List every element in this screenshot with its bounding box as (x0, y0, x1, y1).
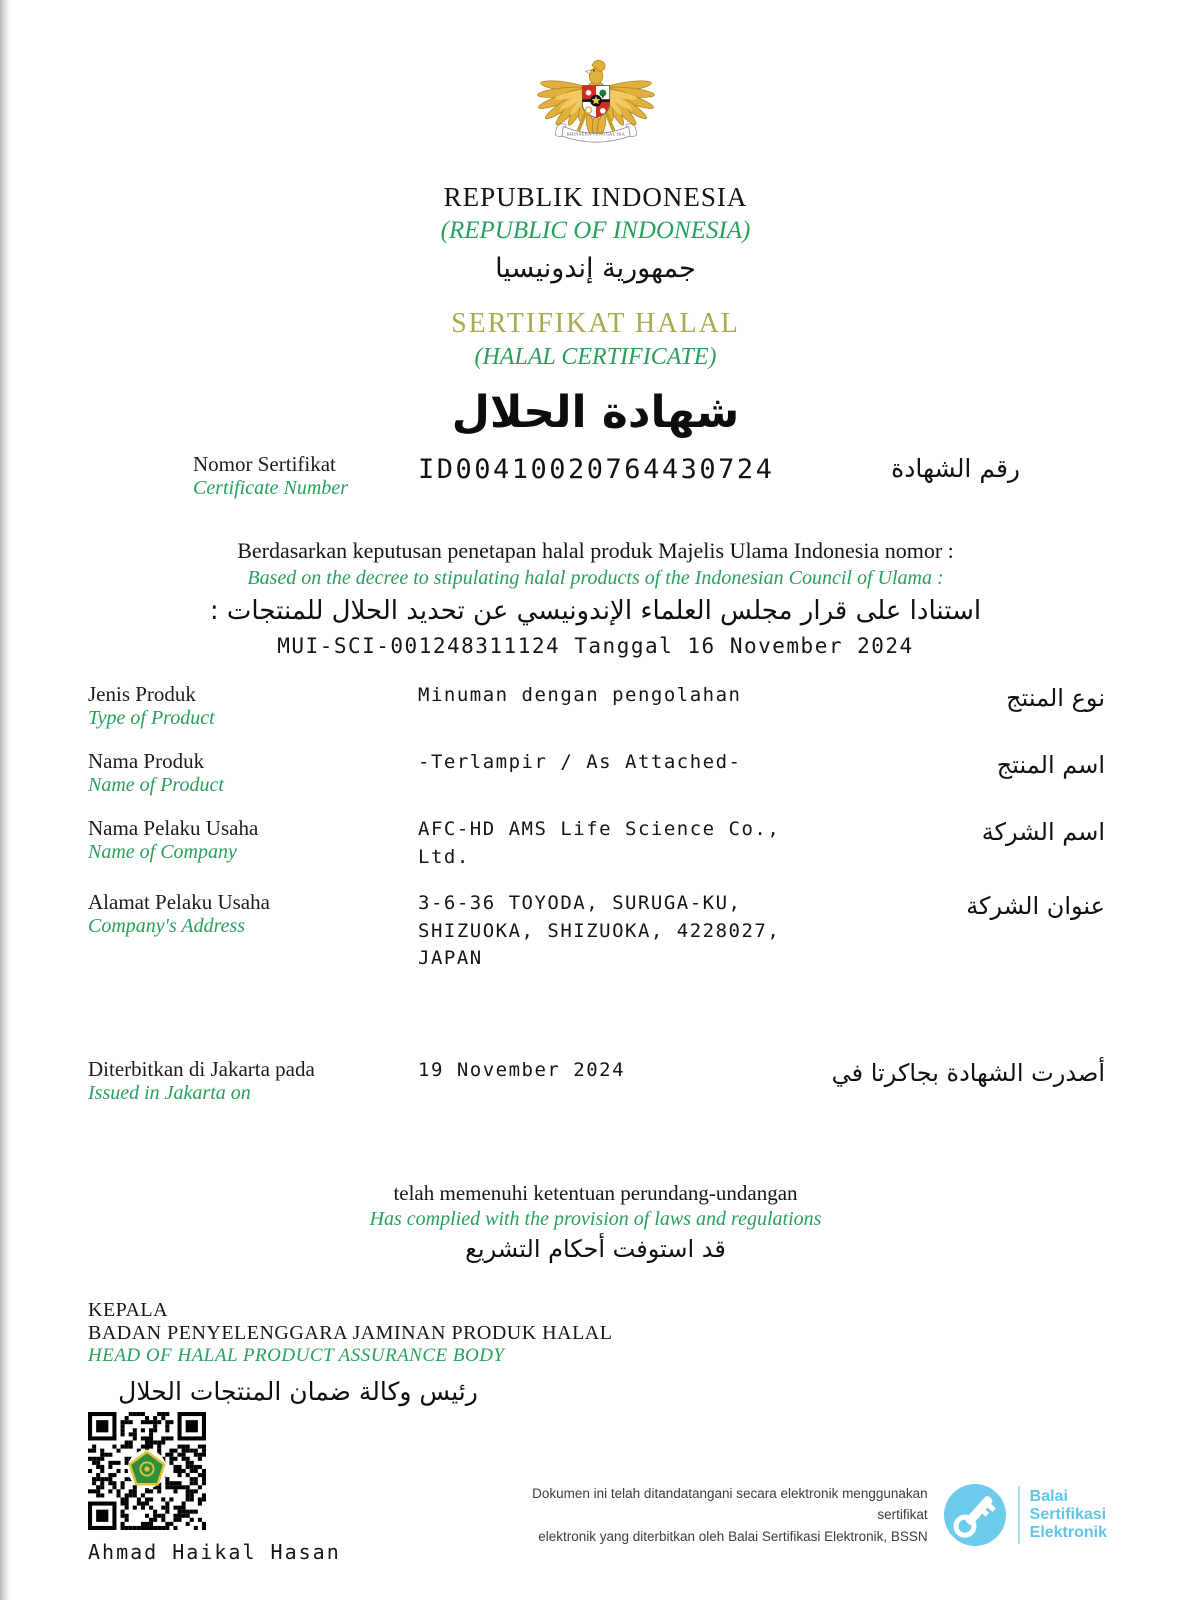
bse-key-icon (942, 1482, 1008, 1548)
page-left-edge-shadow (0, 0, 11, 1600)
bse-text-line3: Elektronik (1029, 1523, 1107, 1541)
field-label-ar: نوع المنتج (1006, 684, 1105, 712)
decree-number-line: MUI-SCI-001248311124 Tanggal 16 November 2024 (277, 634, 914, 658)
field-label-id: Diterbitkan di Jakarta pada (88, 1056, 315, 1081)
garuda-emblem-svg (521, 16, 671, 162)
country-name-en: (REPUBLIC OF INDONESIA) (440, 217, 751, 244)
bse-logo-text (1030, 1488, 1107, 1542)
field-label-en: Name of Product (88, 774, 224, 796)
field-label-ar: أصدرت الشهادة بجاكرتا في (831, 1058, 1105, 1087)
qr-code (88, 1412, 206, 1530)
country-name-id: REPUBLIK INDONESIA (443, 182, 748, 212)
bse-logo-divider (1018, 1486, 1020, 1544)
field-label-id: Nama Pelaku Usaha (88, 816, 259, 840)
disclaimer-line-2: elektronik yang diterbitkan oleh Balai Sertifikasi Elektronik, BSSN (538, 1528, 928, 1544)
doc-title-ar: شهادة الحلال (451, 387, 740, 438)
garuda-pancasila-icon (0, 16, 1191, 162)
decree-line-id: Berdasarkan keputusan penetapan halal produk Majelis Ulama Indonesia nomor : (237, 538, 954, 563)
emblem-banner-text: BHINNEKA TUNGGAL IKA (566, 131, 625, 137)
field-label-ar: اسم الشركة (981, 818, 1105, 846)
cert-number-label-en: Certificate Number (193, 477, 348, 499)
cert-number-label-id: Nomor Sertifikat (193, 452, 336, 476)
field-row-company-address (88, 890, 1105, 973)
disclaimer-line-1: Dokumen ini telah ditandatangani secara elektronik menggunakan sertifikat (532, 1485, 928, 1523)
qr-code-svg (88, 1412, 206, 1530)
decree-line-ar: استنادا على قرار مجلس العلماء الإندونيسي عن تحديد الحلال للمنتجات : (209, 596, 982, 626)
compliance-block (0, 1181, 1191, 1263)
doc-title-en: (HALAL CERTIFICATE) (474, 344, 717, 370)
bse-text-line2: Sertifikasi (1029, 1506, 1107, 1524)
field-label-id: Jenis Produk (88, 682, 196, 706)
signatory-title-ar: رئيس وكالة ضمان المنتجات الحلال (118, 1376, 478, 1406)
footer (528, 1482, 1107, 1548)
signatory-title-line2: BADAN PENYELENGGARA JAMINAN PRODUK HALAL (88, 1321, 613, 1344)
field-row-company-name (88, 816, 1105, 871)
bse-logo-block (942, 1482, 1107, 1548)
field-label-ar: اسم المنتج (996, 751, 1105, 779)
compliance-line-id: telah memenuhi ketentuan perundang-undangan (393, 1180, 798, 1205)
field-label-en: Issued in Jakarta on (88, 1081, 251, 1104)
electronic-signature-disclaimer (528, 1483, 928, 1548)
decree-block (0, 538, 1191, 658)
compliance-line-en: Has complied with the provision of laws and regulations (369, 1207, 822, 1230)
cert-number-label-ar: رقم الشهادة (891, 454, 1020, 483)
field-label-en: Company's Address (88, 915, 246, 938)
field-label-id: Nama Produk (88, 749, 205, 773)
signatory-title-line1: KEPALA (88, 1298, 169, 1321)
decree-line-en: Based on the decree to stipulating halal products of the Indonesian Council of Ulama : (247, 567, 944, 589)
field-label-en: Name of Company (88, 841, 237, 863)
certificate-number-value: ID00410020764430724 (418, 454, 775, 485)
field-row-product-type (88, 682, 1105, 730)
signatory-title-en: HEAD OF HALAL PRODUCT ASSURANCE BODY (88, 1344, 505, 1366)
certificate-number-row (88, 452, 1105, 500)
country-name-ar: جمهورية إندونيسيا (495, 253, 696, 284)
field-value: 3-6-36 TOYODA, SURUGA-KU, SHIZUOKA, SHIZUOKA, 4228027, JAPAN (418, 892, 781, 970)
compliance-line-ar: قد استوفت أحكام التشريع (465, 1234, 726, 1263)
certificate-header (0, 0, 1191, 438)
signatory-name: Ahmad Haikal Hasan (88, 1539, 341, 1564)
field-row-product-name (88, 749, 1105, 797)
field-value: -Terlampir / As Attached- (418, 751, 742, 773)
certificate-fields (0, 682, 1191, 1105)
field-value: Minuman dengan pengolahan (418, 684, 742, 706)
field-value: 19 November 2024 (418, 1058, 626, 1081)
field-label-ar: عنوان الشركة (966, 892, 1105, 921)
field-label-en: Type of Product (88, 707, 215, 729)
doc-title-id: SERTIFIKAT HALAL (451, 308, 740, 339)
field-label-id: Alamat Pelaku Usaha (88, 890, 270, 915)
field-row-issued-date (88, 1057, 1105, 1105)
bse-text-line1: Balai (1029, 1488, 1068, 1506)
field-value: AFC-HD AMS Life Science Co., Ltd. (418, 818, 781, 868)
